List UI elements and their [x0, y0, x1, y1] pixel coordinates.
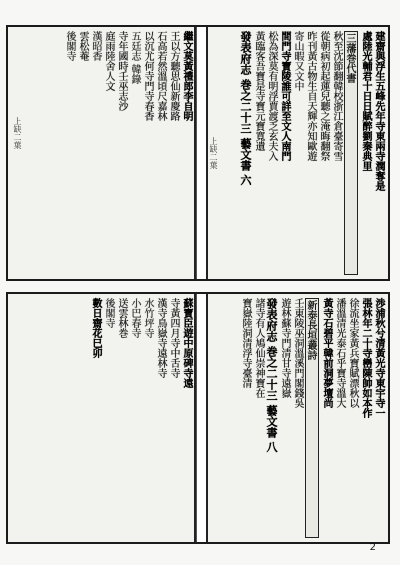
text-column: 寄山暇又文中	[292, 31, 303, 91]
text-column: 諸寺有人鳩仙崇神寶在	[253, 298, 264, 398]
text-column: 間門寺寶陵誰可詳至文人南門	[279, 31, 290, 161]
text-column: 漢寺鳥嶽寺遠林寺	[155, 298, 166, 378]
text-column: 後閣寺	[64, 31, 75, 61]
text-column: 寶嶽陸洞清浮寺臺清	[240, 298, 251, 388]
text-column: 雲松菴	[77, 31, 88, 61]
bottom-left-sheet	[8, 294, 197, 542]
text-column: 寺年國時壬巫志沙	[116, 31, 127, 111]
text-column: 秋至沈節翻韓校浙江倉臺寄雪	[331, 31, 342, 161]
text-column: 小巴春寺	[129, 298, 140, 338]
bottom-spread	[6, 292, 390, 544]
text-column: 松為深莫有明浮賈渡乏玄夫入	[266, 31, 277, 161]
text-column: 庭雨陸舍人文	[103, 31, 114, 91]
text-column: 昨刊黃古物生自天輝亦知歐遊	[305, 31, 316, 161]
text-column: 送雲林巻	[116, 298, 127, 338]
text-column: 繼文莫黃禮郎李自明	[181, 31, 192, 121]
bottom-right-sheet	[198, 294, 388, 542]
text-column: 黃寺石碧平韓前洞夢壇尚	[321, 298, 332, 408]
top-left-sheet	[8, 27, 197, 279]
text-column: 壬東陵巫洞溫溪門閣錢吳	[292, 298, 303, 408]
text-column: 五廷志 韓錄	[129, 31, 140, 85]
margin-note: 上缺二葉	[13, 117, 22, 149]
text-column: 處陸光輔君十日日賦醉劉秦典里	[360, 31, 371, 171]
text-column: 從朝病初起蓮兒聽之淹晦翻祭	[318, 31, 329, 161]
text-column: 石高若然溫頃尺嘉林	[155, 31, 166, 121]
text-column: 數日齋花巳卯	[90, 298, 101, 358]
text-column: 後閣寺	[103, 298, 114, 328]
text-column: 水竹坪寺	[142, 298, 153, 338]
text-column: 漢昭香	[90, 31, 101, 61]
text-column: 蘇寶臣遊中原碑寺遠	[181, 298, 192, 388]
text-column: 建齋與浮生五峰先年寺東兩寺潤奪是	[373, 31, 384, 191]
text-column: 王以方聽思仙新慶路	[168, 31, 179, 121]
text-column: 徐流坐家黃兵寶賦漂秋以	[347, 298, 358, 408]
top-right-sheet	[198, 27, 388, 279]
margin-note: 上缺二葉	[209, 137, 218, 169]
text-column: 渉浦秋兮清黃光寺東宇寺一	[373, 298, 384, 418]
text-column: 寺黃四月寺中舌寺	[168, 298, 179, 378]
running-header: 發表府志 巻之二十三 藝文書 八	[265, 298, 278, 453]
section-heading: 三藩巻代書	[344, 31, 358, 275]
section-heading: 新泰長垣叢詩	[305, 298, 319, 538]
text-column: 以沉尤何寺門寺春香	[142, 31, 153, 121]
running-header: 發表府志 巻之二十三 藝文書 六	[239, 31, 252, 186]
top-spread	[6, 25, 390, 281]
text-column: 遊林蘇寺門清甘寺遠嶽	[279, 298, 290, 398]
text-column: 張林年二十寺巒陳帥如本作	[360, 298, 371, 418]
page-number: 2	[369, 542, 376, 553]
text-column: 黃臨客吾寶是寺寶元寶寬遺	[253, 31, 264, 151]
text-column: 潘溫清光泰石乎寶寺溫大	[334, 298, 345, 408]
